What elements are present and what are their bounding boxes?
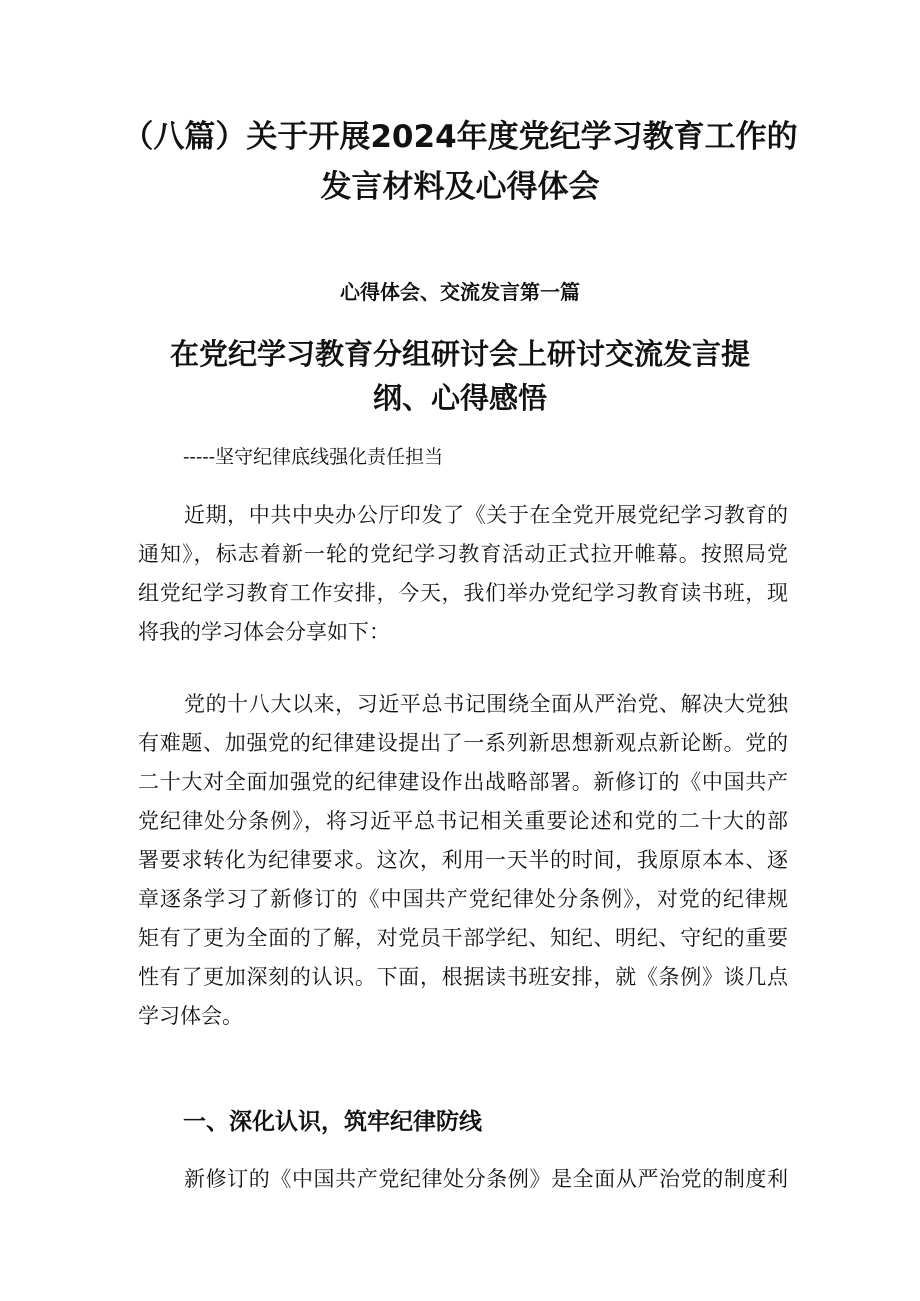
- paragraph-3: [138, 1160, 788, 1199]
- paragraph-line: 章逐条学习了新修订的《中国共产党纪律处分条例》，对党的纪律规: [138, 887, 788, 911]
- paragraph-line: 性有了更加深刻的认识。下面，根据读书班安排，就《条例》谈几点: [138, 965, 788, 989]
- document-title-line-1: （八篇）关于开展2024年度党纪学习教育工作的: [122, 119, 798, 155]
- paragraph-line: 署要求转化为纪律要求。这次，利用一天半的时间，我原原本本、逐: [138, 848, 788, 872]
- paragraph-line: 学习体会。: [138, 1004, 243, 1028]
- paragraph-line: 将我的学习体会分享如下：: [138, 620, 390, 644]
- section-label: 心得体会、交流发言第一篇: [340, 280, 580, 304]
- paragraph-line: 近期，中共中央办公厅印发了《关于在全党开展党纪学习教育的: [184, 503, 788, 527]
- paragraph-line: 党纪律处分条例》，将习近平总书记相关重要论述和党的二十大的部: [138, 809, 788, 833]
- paragraph-line: 党的十八大以来，习近平总书记围绕全面从严治党、解决大党独: [184, 692, 788, 716]
- paragraph-2: [138, 685, 788, 1036]
- paragraph-line: 有难题、加强党的纪律建设提出了一系列新思想新观点新论断。党的: [138, 731, 788, 755]
- paragraph-line: 矩有了更为全面的了解，对党员干部学纪、知纪、明纪、守纪的重要: [138, 926, 788, 950]
- paragraph-line: 通知》，标志着新一轮的党纪学习教育活动正式拉开帷幕。按照局党: [138, 542, 788, 566]
- byline: -----坚守纪律底线强化责任担当: [183, 446, 444, 468]
- paragraph-1: [138, 496, 788, 652]
- subtitle-line-2: 纲、心得感悟: [372, 381, 547, 415]
- document-title-line-2: 发言材料及心得体会: [320, 169, 600, 205]
- subtitle-line-1: 在党纪学习教育分组研讨会上研讨交流发言提: [169, 337, 750, 371]
- paragraph-line: 新修订的《中国共产党纪律处分条例》是全面从严治党的制度利: [184, 1167, 788, 1191]
- paragraph-line: 组党纪学习教育工作安排，今天，我们举办党纪学习教育读书班，现: [138, 581, 788, 605]
- paragraph-line: 二十大对全面加强党的纪律建设作出战略部署。新修订的《中国共产: [138, 770, 788, 794]
- section-heading-1: 一、深化认识，筑牢纪律防线: [183, 1109, 482, 1135]
